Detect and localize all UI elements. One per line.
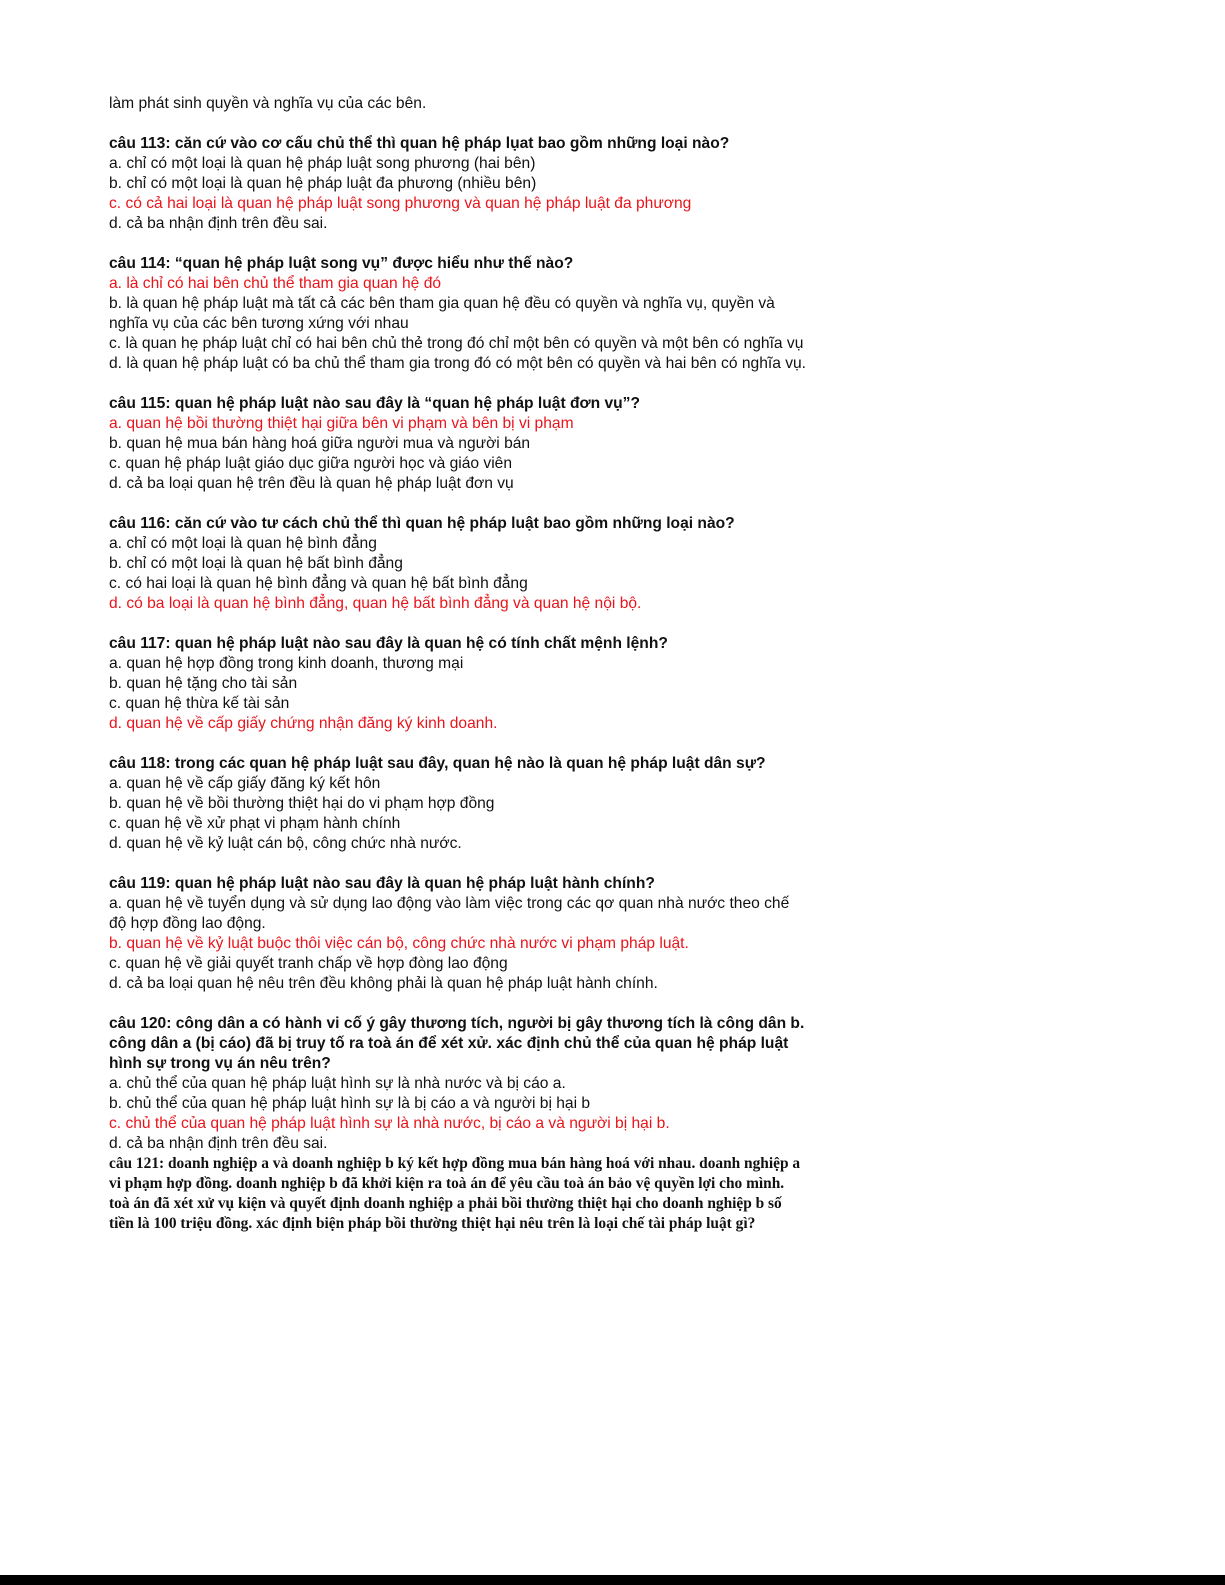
option-a-continued: độ hợp đồng lao động. [109, 915, 266, 932]
question-title-line-1: câu 120: công dân a có hành vi cố ý gây thương tích, người bị gây thương tích là công dân b. [109, 1015, 805, 1032]
document-body [109, 94, 899, 1234]
option-c: c. quan hệ pháp luật giáo dục giữa người học và giáo viên [109, 455, 513, 472]
question-title-line-4: tiền là 100 triệu đồng. xác định biện pháp bồi thường thiệt hại nêu trên là loại chế tài pháp luật gì? [109, 1215, 756, 1232]
option-b: b. quan hệ tặng cho tài sản [109, 675, 298, 692]
option-d: d. quan hệ về kỷ luật cán bộ, công chức nhà nước. [109, 835, 462, 852]
option-c: c. quan hệ về giải quyết tranh chấp về hợp đòng lao động [109, 955, 508, 972]
option-c-correct: c. có cả hai loại là quan hệ pháp luật song phương và quan hệ pháp luật đa phương [109, 195, 692, 212]
question-title: câu 116: căn cứ vào tư cách chủ thể thì quan hệ pháp luật bao gồm những loại nào? [109, 515, 735, 532]
option-b-continued: nghĩa vụ của các bên tương xứng với nhau [109, 315, 409, 332]
question-title: câu 117: quan hệ pháp luật nào sau đây là quan hệ có tính chất mệnh lệnh? [109, 635, 668, 652]
option-a: a. quan hệ về tuyển dụng và sử dụng lao động vào làm việc trong các qơ quan nhà nước theo chế [109, 895, 790, 912]
option-d: d. cả ba loại quan hệ nêu trên đều không phải là quan hệ pháp luật hành chính. [109, 975, 658, 992]
option-a: a. quan hệ hợp đồng trong kinh doanh, thương mại [109, 655, 464, 672]
option-a: a. chỉ có một loại là quan hệ bình đẳng [109, 535, 377, 552]
question-117 [109, 634, 899, 734]
option-a: a. chủ thể của quan hệ pháp luật hình sự là nhà nước và bị cáo a. [109, 1075, 566, 1092]
question-115 [109, 394, 899, 494]
option-c: c. là quan hẹ pháp luật chỉ có hai bên chủ thẻ trong đó chỉ một bên có quyền và một bên có nghĩa vụ [109, 335, 804, 352]
question-title-line-3: hình sự trong vụ án nêu trên? [109, 1055, 331, 1072]
option-a: a. quan hệ về cấp giấy đăng ký kết hôn [109, 775, 381, 792]
page-bottom-border [0, 1575, 1225, 1585]
option-a-correct: a. quan hệ bồi thường thiệt hại giữa bên vi phạm và bên bị vi phạm [109, 415, 574, 432]
option-b-correct: b. quan hệ về kỷ luật buộc thôi việc cán bộ, công chức nhà nước vi phạm pháp luật. [109, 935, 689, 952]
option-b: b. là quan hệ pháp luật mà tất cả các bên tham gia quan hệ đều có quyền và nghĩa vụ, quyền và [109, 295, 775, 312]
question-119 [109, 874, 899, 994]
question-118 [109, 754, 899, 854]
option-b: b. quan hệ mua bán hàng hoá giữa người mua và người bán [109, 435, 531, 452]
option-c-correct: c. chủ thể của quan hệ pháp luật hình sự là nhà nước, bị cáo a và người bị hại b. [109, 1115, 670, 1132]
option-d: d. cả ba nhận định trên đều sai. [109, 215, 328, 232]
question-title-line-3: toà án đã xét xử vụ kiện và quyết định doanh nghiệp a phải bồi thường thiệt hại cho doanh nghiệp b số [109, 1195, 782, 1212]
option-c: c. có hai loại là quan hệ bình đẳng và quan hệ bất bình đẳng [109, 575, 528, 592]
question-title: câu 113: căn cứ vào cơ cấu chủ thể thì quan hệ pháp lụat bao gồm những loại nào? [109, 135, 730, 152]
option-b: b. chỉ có một loại là quan hệ bất bình đẳng [109, 555, 403, 572]
option-b: b. chủ thể của quan hệ pháp luật hình sự là bị cáo a và người bị hại b [109, 1095, 591, 1112]
question-title-line-1: câu 121: doanh nghiệp a và doanh nghiệp b ký kết hợp đồng mua bán hàng hoá với nhau. doanh nghiệp a [109, 1155, 801, 1172]
question-121 [109, 1154, 899, 1234]
question-120 [109, 1014, 899, 1154]
question-113 [109, 134, 899, 234]
question-title: câu 119: quan hệ pháp luật nào sau đây là quan hệ pháp luật hành chính? [109, 875, 655, 892]
question-title-line-2: vi phạm hợp đồng. doanh nghiệp b đã khởi kiện ra toà án để yêu cầu toà án bảo vệ quyền lợi cho mình. [109, 1175, 785, 1192]
option-d: d. cả ba nhận định trên đều sai. [109, 1135, 328, 1152]
intro-text: làm phát sinh quyền và nghĩa vụ của các bên. [109, 95, 427, 112]
option-b: b. quan hệ về bồi thường thiệt hại do vi phạm hợp đồng [109, 795, 495, 812]
option-b: b. chỉ có một loại là quan hệ pháp luật đa phương (nhiều bên) [109, 175, 537, 192]
option-d: d. cả ba loại quan hệ trên đều là quan hệ pháp luật đơn vụ [109, 475, 514, 492]
option-d-correct: d. quan hệ về cấp giấy chứng nhận đăng ký kinh doanh. [109, 715, 498, 732]
option-c: c. quan hệ thừa kế tài sản [109, 695, 290, 712]
question-116 [109, 514, 899, 614]
option-d-correct: d. có ba loại là quan hệ bình đẳng, quan hệ bất bình đẳng và quan hệ nội bộ. [109, 595, 642, 612]
option-a: a. chỉ có một loại là quan hệ pháp luật song phương (hai bên) [109, 155, 536, 172]
question-title: câu 114: “quan hệ pháp luật song vụ” được hiểu như thế nào? [109, 255, 574, 272]
option-d: d. là quan hệ pháp luật có ba chủ thể tham gia trong đó có một bên có quyền và hai bên có nghĩa vụ. [109, 355, 807, 372]
question-title: câu 118: trong các quan hệ pháp luật sau đây, quan hệ nào là quan hệ pháp luật dân sự? [109, 755, 766, 772]
question-title-line-2: công dân a (bị cáo) đã bị truy tố ra toà án để xét xử. xác định chủ thể của quan hệ pháp luật [109, 1035, 789, 1052]
question-114 [109, 254, 899, 374]
option-a-correct: a. là chỉ có hai bên chủ thể tham gia quan hệ đó [109, 275, 442, 292]
option-c: c. quan hệ về xử phạt vi phạm hành chính [109, 815, 401, 832]
question-title: câu 115: quan hệ pháp luật nào sau đây là “quan hệ pháp luật đơn vụ”? [109, 395, 640, 412]
